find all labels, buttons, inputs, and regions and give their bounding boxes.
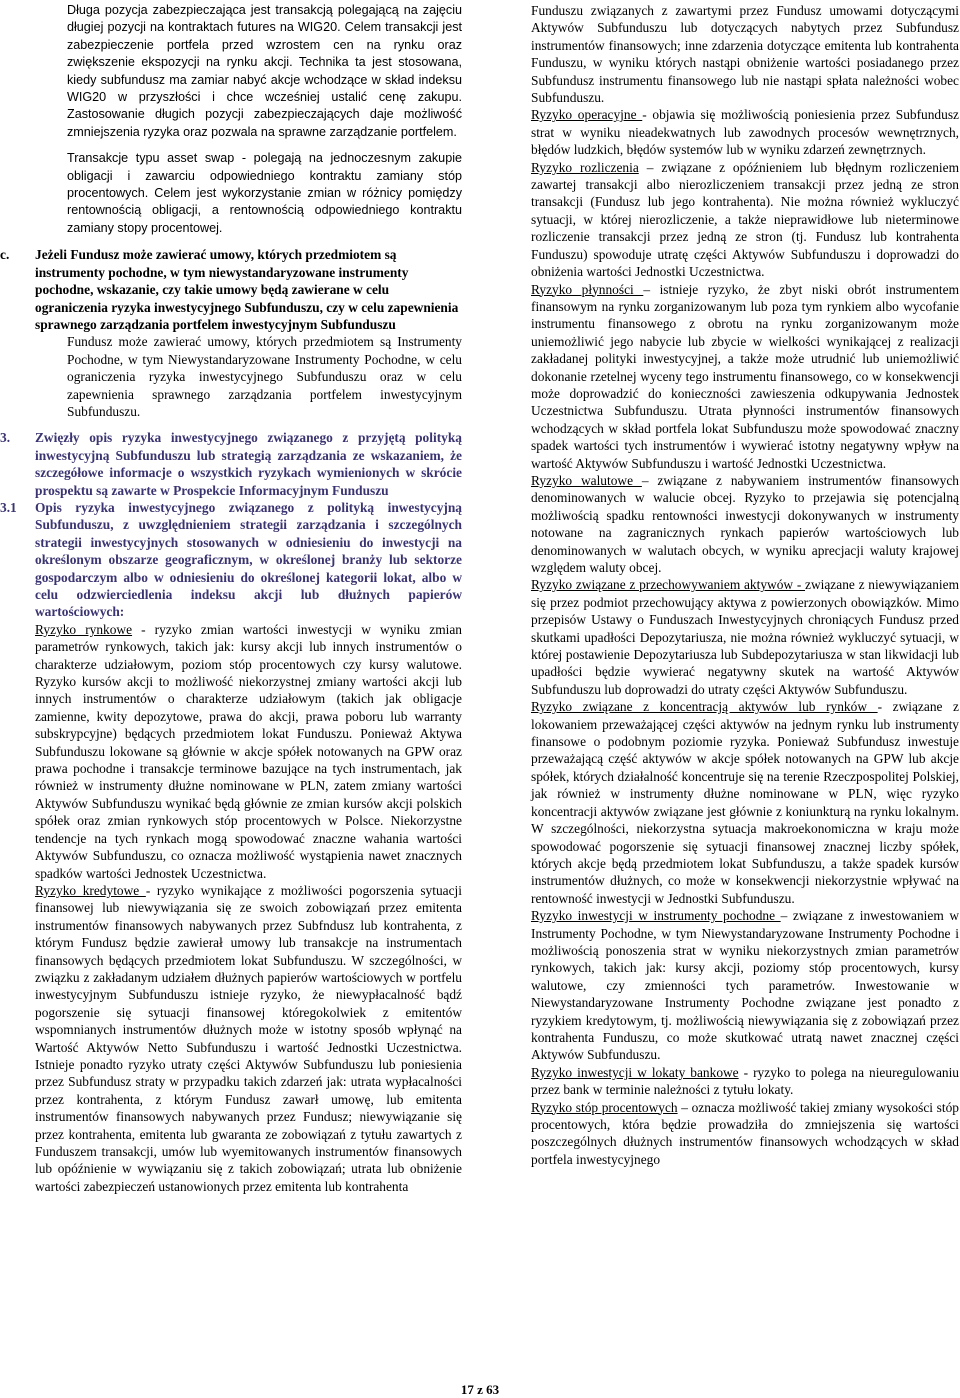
paragraph-asset-swap: Transakcje typu asset swap - polegają na jednoczesnym zakupie obligacji i zawarciu odpowiedniego kontraktu zamiany stóp procentowych. Celem jest wykorzystanie zmian w różnicy pomiędzy rentownością obligacji, a rentownością odpowiedniego kontraktu zamiany stopy procentowej. xyxy=(67,151,462,235)
paragraph-long-hedge: Długa pozycja zabezpieczająca jest transakcją polegającą na zajęciu długiej pozycji na kontraktach futures na WIG20. Celem transakcji jest zabezpieczenie portfela przed wzrostem cen na rynku oraz zwiększenie ekspozycji na rynku akcji. Technika ta jest stosowana, kiedy subfundusz ma zamiar nabyć akcje wchodzące w skład indeksu WIG20 w przyszłości i chce wcześniej ustalić cenę zakupu. Zastosowanie długich pozycji zabezpieczających daje możliwość zmniejszenia ryzyka oraz pozwala na sprawne zarządzanie portfelem. xyxy=(67,3,462,139)
currency-risk-label: Ryzyko walutowe xyxy=(531,472,642,488)
custody-risk-label: Ryzyko związane z przechowywaniem aktywów - xyxy=(531,577,806,593)
settlement-risk-label: Ryzyko rozliczenia xyxy=(531,159,639,175)
concentration-risk-label: Ryzyko związane z koncentracją aktywów lub rynków xyxy=(531,699,878,715)
liquidity-risk-text: – istnieje ryzyko, że zbyt niski obrót instrumentem finansowym na rynku zorganizowanym lub poza tym rynkiem albo wycofanie instrumentu finansowego z obrotu na rynku zorganizowanym może uniemożliwić jego nabycie lub zbycie w wielkości wynikającej z realizacji zakładanej polityki inwestycyjnej, a także może utrudnić lub uniemożliwić dokonanie rzetelnej wyceny tego instrumentu finansowego, co w konsekwencji może doprowadzić do konieczności zawieszenia odkupywania Jednostek Uczestnictwa Subfunduszu. Utrata płynności instrumentów finansowych wchodzących w skład portfela lokat Subfunduszu może spowodować znaczny spadek wartości tych instrumentów i wywierać istotny negatywny wpływ na wartość Aktywów Subfunduszu i wartość Jednostki Uczestnictwa. xyxy=(531,281,959,471)
operational-risk-text: - objawia się możliwością poniesienia przez Subfundusz strat w wyniku nieadekwatnych lub zawodnych procesów wewnętrznych, błędów ludzkich, błędów systemów lub w wyniku zdarzeń zewnętrznych. xyxy=(531,107,959,158)
market-risk-label: Ryzyko rynkowe xyxy=(35,621,133,637)
interest-rate-risk-paragraph xyxy=(531,1099,959,1169)
section-31-title: Opis ryzyka inwestycyjnego związanego z polityką inwestycyjną Subfunduszu, z uwzględnieniem strategii zarządzania i szczególnych strategii inwestycyjnych stosowanych w odniesieniu do inwestycji na określonym obszarze geograficznym, w określonej branży lub sektorze gospodarczym albo w odniesieniu do określonej kategorii lokat, albo w celu odzwierciedlenia indeksu akcji lub dłużnych papierów wartościowych: xyxy=(35,499,462,620)
interest-rate-risk-text: – oznacza możliwość takiej zmiany wysokości stóp procentowych, która będzie prowadziła do zmniejszenia się wartości poszczególnych dłużnych instrumentów finansowych wchodzących w skład portfela inwestycyjnego xyxy=(531,1099,959,1167)
section-c-label: c. xyxy=(0,247,10,263)
section-c-title: Jeżeli Fundusz może zawierać umowy, których przedmiotem są instrumenty pochodne, w tym niewystandaryzowane instrumenty pochodne, wskazanie, czy takie umowy będą zawierane w celu ograniczenia ryzyka inwestycyjnego Subfunduszu, czy w celu zapewnienia sprawnego zarządzania portfelem inwestycyjnym Subfunduszu xyxy=(35,247,459,332)
derivatives-risk-label: Ryzyko inwestycji w instrumenty pochodne xyxy=(531,908,781,924)
credit-risk-paragraph xyxy=(35,882,462,1195)
credit-risk-text: - ryzyko wynikające z możliwości pogorszenia sytuacji finansowej lub niewywiązania się ze swoich zobowiązań przez emitenta instrumentów finansowych nabywanych przez Subfndusz lub kontrahenta, z którym Fundusz będzie zawierał umowy lub transakcje na instrumentach finansowych będących przedmiotem lokat Subfunduszu. W szczególności, w związku z zakładanym udziałem dłużnych papierów wartościowych w portfelu inwestycyjnym Subfunduszu istnieje ryzyko, że niewypłacalność bądź pogorszenie się sytuacji finansowej któregokolwiek z emitentów wspomnianych instrumentów dłużnych może w istotny sposób wpłynąć na Wartość Aktywów Netto Subfunduszu i wartość Jednostki Uczestnictwa. Istnieje ponadto ryzyko utraty części Aktywów Subfunduszu lub poniesienia przez Subfundusz straty w przypadku takich zdarzeń jak: utrata wypłacalności przez kontrahenta, z którym Fundusz zawarł umowę, lub emitenta instrumentów finansowych nabywanych przez Fundusz; niewywiązanie się przez kontrahenta, emitenta lub gwaranta ze zobowiązań z tytułu zawartych z Funduszem transakcji, umów lub wyemitowanych instrumentów finansowych lub opóźnienie w wywiązaniu się z takich zobowiązań; utrata lub obniżenie wartości zabezpieczeń ustanowionych przez emitenta lub kontrahenta xyxy=(35,882,462,1194)
section-31-number: 3.1 xyxy=(0,499,17,515)
concentration-risk-text: - związane z lokowaniem przeważającej części aktywów na jednym rynku lub instrumenty finansowe o podobnym poziomie ryzyka. Ponieważ Subfundusz inwestuje przeważającą część aktywów w akcje spółek notowanych na GPW lub akcje spółek, których działalność koncentruje się na terenie Rzeczpospolitej Polskiej, jak również w instrumenty dłużne nominowane w PLN, więc ryzyko koncentracji aktywów związane jest głównie z koniunkturą na rynku lokalnym. W szczególności, niekorzystna sytuacja makroekonomiczna w kraju może spowodować pogorszenie się sytuacji finansowej znacznej liczby spółek, których akcje będą przedmiotem lokat Subfunduszu, a także spadek kursów instrumentów dłużnych, co może w konsekwencji niekorzystnie wpływać na rentowność inwestycji w Jednostki Subfunduszu. xyxy=(531,699,960,906)
section-3-number: 3. xyxy=(0,430,11,446)
liquidity-risk-paragraph xyxy=(531,281,959,472)
market-risk-text: - ryzyko zmian wartości inwestycji w wyniku zmian parametrów rynkowych, takich jak: kursy akcji lub innych instrumentów o charakterze udziałowym, poziom stóp procentowych czy kursy walutowe. Ryzyko kursów akcji to możliwość niekorzystnej zmiany wartości akcji lub innych instrumentów o charakterze udziałowym (takich jak obligacje zamienne, kwity depozytowe, prawa do akcji, prawa poboru lub warranty subskrypcyjne) będących przedmiotem lokat Funduszu. Ponieważ Aktywa Subfunduszu lokowane są głównie w akcje spółek notowanych na GPW oraz prawa pochodne i transakcje terminowe bazujące na tych instrumentach, jak również w instrumenty dłużne nominowane w PLN, zatem zmiany wartości Aktywów Subfunduszu wynikać będą głównie ze zmian kursów akcji polskich spółek oraz zmian rynkowych stóp procentowych w Polsce. Niekorzystne tendencje na tych rynkach mogą spowodować znaczne wahania wartości Aktywów Subfunduszu, co oznacza możliwość wystąpienia nawet znacznych spadków wartości Jednostek Uczestnictwa. xyxy=(35,621,463,881)
deposit-risk-paragraph xyxy=(531,1064,959,1099)
page-number: 17 z 63 xyxy=(460,1382,500,1397)
market-risk-paragraph xyxy=(35,621,462,882)
operational-risk-paragraph xyxy=(531,106,959,158)
credit-risk-continuation: Funduszu związanych z zawartymi przez Fundusz umowami dotyczącymi Aktywów Subfunduszu lub dotyczących nabytych przez Subfundusz instrumentów finansowych; inne zdarzenia dotyczące emitenta lub kontrahenta Funduszu, w wyniku których nastąpi obniżenie wartości posiadanego przez Subfundusz instrumentu finansowego lub nie nastąpi spłata należności wobec Subfunduszu. xyxy=(531,3,959,106)
section-3-title: Zwięzły opis ryzyka inwestycyjnego związanego z przyjętą polityką inwestycyjną Subfunduszu lub strategią zarządzania ze wskazaniem, że szczegółowe informacje o wszystkich ryzykach wymienionych w skrócie prospektu są zawarte w Prospekcie Informacyjnym Funduszu xyxy=(35,430,462,498)
left-column xyxy=(0,2,462,1195)
section-c-body: Fundusz może zawierać umowy, których przedmiotem są Instrumenty Pochodne, w tym Niewystandaryzowane Instrumenty Pochodne, w celu ograniczenia ryzyka inwestycyjnego Subfunduszu oraz w celu zapewnienia sprawnego zarządzania portfelem inwestycyjnym Subfunduszu. xyxy=(67,334,462,419)
operational-risk-label: Ryzyko operacyjne xyxy=(531,107,643,123)
currency-risk-text: – związane z nabywaniem instrumentów finansowych denominowanych w walucie obcej. Ryzyko to przejawia się potencjalną możliwością spadku rentowności inwestycji dokonywanych w instrumenty notowane na zagranicznych rynkach papierów wartościowych lub denominowanych w walutach obcych, w wyniku aprecjacji waluty krajowej względem waluty obcej. xyxy=(531,472,960,575)
section-3-heading xyxy=(0,429,462,499)
derivatives-risk-text: – związane z inwestowaniem w Instrumenty Pochodne, w tym Niewystandaryzowane Instrumenty Pochodne i możliwością ponoszenia strat w wyniku niekorzystnych zmian parametrów rynkowych, takich jak: kursy akcji, poziomy stóp procentowych, kursy walutowe, czy zmienności tych parametrów. Inwestowanie w Niewystandaryzowane Instrumenty Pochodne związane jest ponadto z ryzykiem kredytowym, tj. możliwością niewywiązania się z zobowiązań przez kontrahenta Funduszu, co może skutkować utratą nawet znacznej części Aktywów Subfunduszu. xyxy=(531,908,959,1063)
derivatives-risk-paragraph xyxy=(531,907,959,1064)
right-column xyxy=(531,2,959,1168)
settlement-risk-paragraph xyxy=(531,159,959,281)
settlement-risk-text: – związane z opóźnieniem lub błędnym rozliczeniem zawartej transakcji albo nierozliczeniem transakcji przez jedną ze stron transakcji (Fundusz lub jego kontrahenta). Nie można również wykluczyć sytuacji, w której nierozliczenie, a także nieprawidłowe lub nieterminowe rozliczenie transakcji przez jedną ze stron (tj. Fundusz lub kontrahenta Funduszu) spowoduje utratę części Aktywów Subfunduszu i doprowadzi do obniżenia wartości Jednostki Uczestnictwa. xyxy=(531,159,959,280)
interest-rate-risk-label: Ryzyko stóp procentowych xyxy=(531,1099,678,1115)
credit-risk-label: Ryzyko kredytowe xyxy=(35,882,146,898)
custody-risk-text: związane z niewywiązaniem się przez podmiot przechowujący aktywa z powierzonych obowiązków. Mimo przepisów Ustawy o Funduszach Inwestycyjnych chroniących Fundusz przed skutkami upadłości Depozytariusza, nie można również wykluczyć sytuacji, w której postawienie Depozytariusza lub Subdepozytariusza w stan likwidacji lub upadłości będzie wywierać negatywny skutek na wartość Aktywów Subfunduszu lub doprowadzi do utraty części Aktywów Subfunduszu. xyxy=(531,577,959,697)
liquidity-risk-label: Ryzyko płynności xyxy=(531,281,644,297)
deposit-risk-text: - ryzyko to polega na nieuregulowaniu przez bank w terminie należności z tytułu lokaty. xyxy=(531,1064,960,1098)
deposit-risk-label: Ryzyko inwestycji w lokaty bankowe xyxy=(531,1064,739,1080)
currency-risk-paragraph xyxy=(531,472,959,576)
section-c-heading xyxy=(0,246,462,333)
custody-risk-paragraph xyxy=(531,576,959,698)
concentration-risk-paragraph xyxy=(531,698,959,907)
section-31-heading xyxy=(0,499,462,621)
